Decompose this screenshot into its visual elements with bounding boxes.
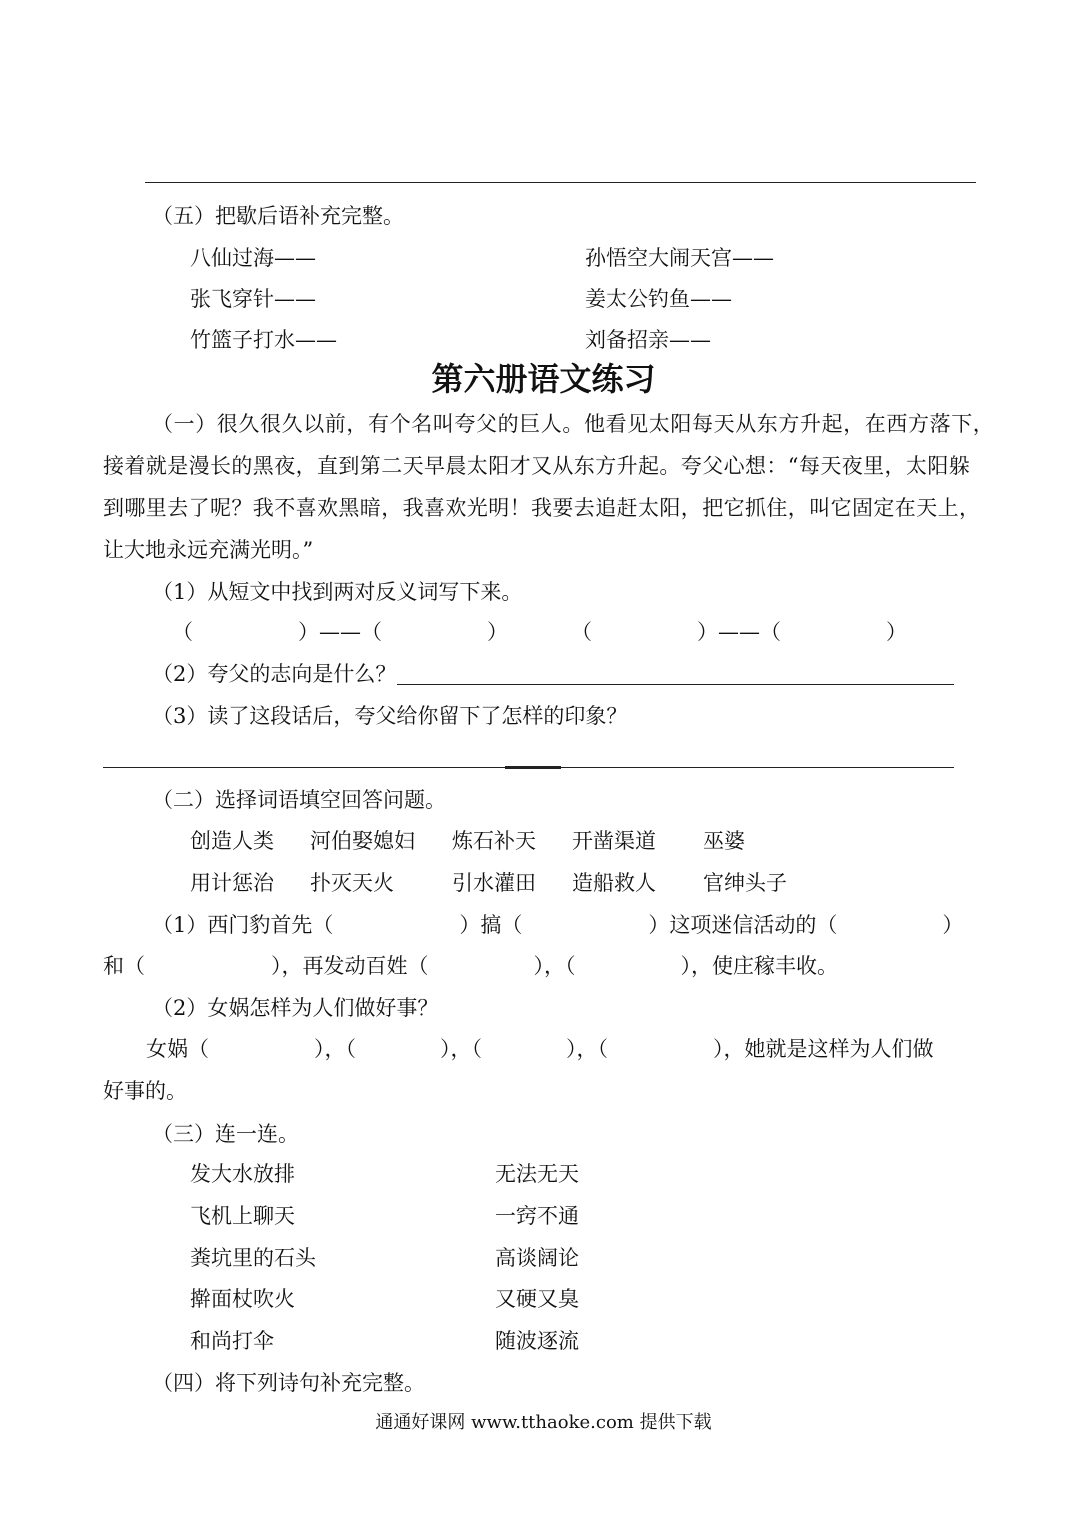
match-right[interactable]: 无法无天 xyxy=(495,1162,579,1186)
word-option: 造船救人 xyxy=(572,871,656,895)
question-3: （3）读了这段话后，夸父给你留下了怎样的印象？ xyxy=(152,704,628,728)
sec5-item: 姜太公钓鱼—— xyxy=(585,287,732,311)
match-left[interactable]: 擀面杖吹火 xyxy=(190,1287,295,1311)
answer-line-q2[interactable] xyxy=(397,684,954,685)
sec5-item: 刘备招亲—— xyxy=(585,328,711,352)
answer-line-mark xyxy=(505,766,561,769)
sec2-question-1[interactable]: （1）西门豹首先（ ）搞（ ）这项迷信活动的（ ） xyxy=(152,913,964,937)
sec4-heading: （四）将下列诗句补充完整。 xyxy=(152,1371,425,1395)
page-title: 第六册语文练习 xyxy=(431,360,656,398)
footer-credit: 通通好课网 www.tthaoke.com 提供下载 xyxy=(375,1412,712,1433)
match-right[interactable]: 又硬又臭 xyxy=(495,1287,579,1311)
match-right[interactable]: 一窍不通 xyxy=(495,1204,579,1228)
sec2-answer-2-cont: 好事的。 xyxy=(103,1079,187,1103)
match-left[interactable]: 和尚打伞 xyxy=(190,1329,274,1353)
match-left[interactable]: 发大水放排 xyxy=(190,1162,295,1186)
word-option: 巫婆 xyxy=(703,829,745,853)
sec2-answer-2[interactable]: 女娲（ ），（ ），（ ），（ ），她就是这样为人们做 xyxy=(146,1037,934,1061)
word-option: 引水灌田 xyxy=(452,871,536,895)
match-left[interactable]: 飞机上聊天 xyxy=(190,1204,295,1228)
sec5-item: 八仙过海—— xyxy=(190,246,316,270)
word-option: 河伯娶媳妇 xyxy=(310,829,415,853)
sec2-question-2: （2）女娲怎样为人们做好事？ xyxy=(152,996,439,1020)
antonym-blanks[interactable]: （ ）——（ ） （ ）——（ ） xyxy=(172,620,907,644)
word-option: 官绅头子 xyxy=(703,871,787,895)
word-option: 用计惩治 xyxy=(190,871,274,895)
word-option: 开凿渠道 xyxy=(572,829,656,853)
word-option: 扑灭天火 xyxy=(310,871,394,895)
passage-line: 接着就是漫长的黑夜，直到第二天早晨太阳才又从东方升起。夸父心想：“每天夜里，太阳躲 xyxy=(103,454,971,478)
sec5-item: 张飞穿针—— xyxy=(190,287,316,311)
sec2-heading: （二）选择词语填空回答问题。 xyxy=(152,788,446,812)
passage-line: 到哪里去了呢？我不喜欢黑暗，我喜欢光明！我要去追赶太阳，把它抓住，叫它固定在天上， xyxy=(103,496,981,520)
passage-line: （一）很久很久以前，有个名叫夸父的巨人。他看见太阳每天从东方升起，在西方落下， xyxy=(152,412,995,436)
sec5-item: 孙悟空大闹天宫—— xyxy=(585,246,774,270)
question-2: （2）夸父的志向是什么？ xyxy=(152,662,397,686)
passage-line: 让大地永远充满光明。” xyxy=(103,538,314,562)
sec5-heading: （五）把歇后语补充完整。 xyxy=(152,204,404,228)
sec5-item: 竹篮子打水—— xyxy=(190,328,337,352)
sec2-question-1-cont[interactable]: 和（ ），再发动百姓（ ），（ ），使庄稼丰收。 xyxy=(103,954,838,978)
top-divider xyxy=(145,182,976,183)
word-option: 创造人类 xyxy=(190,829,274,853)
match-left[interactable]: 粪坑里的石头 xyxy=(190,1246,316,1270)
question-1: （1）从短文中找到两对反义词写下来。 xyxy=(152,580,523,604)
match-right[interactable]: 随波逐流 xyxy=(495,1329,579,1353)
sec3-heading: （三）连一连。 xyxy=(152,1122,299,1146)
match-right[interactable]: 高谈阔论 xyxy=(495,1246,579,1270)
word-option: 炼石补天 xyxy=(452,829,536,853)
